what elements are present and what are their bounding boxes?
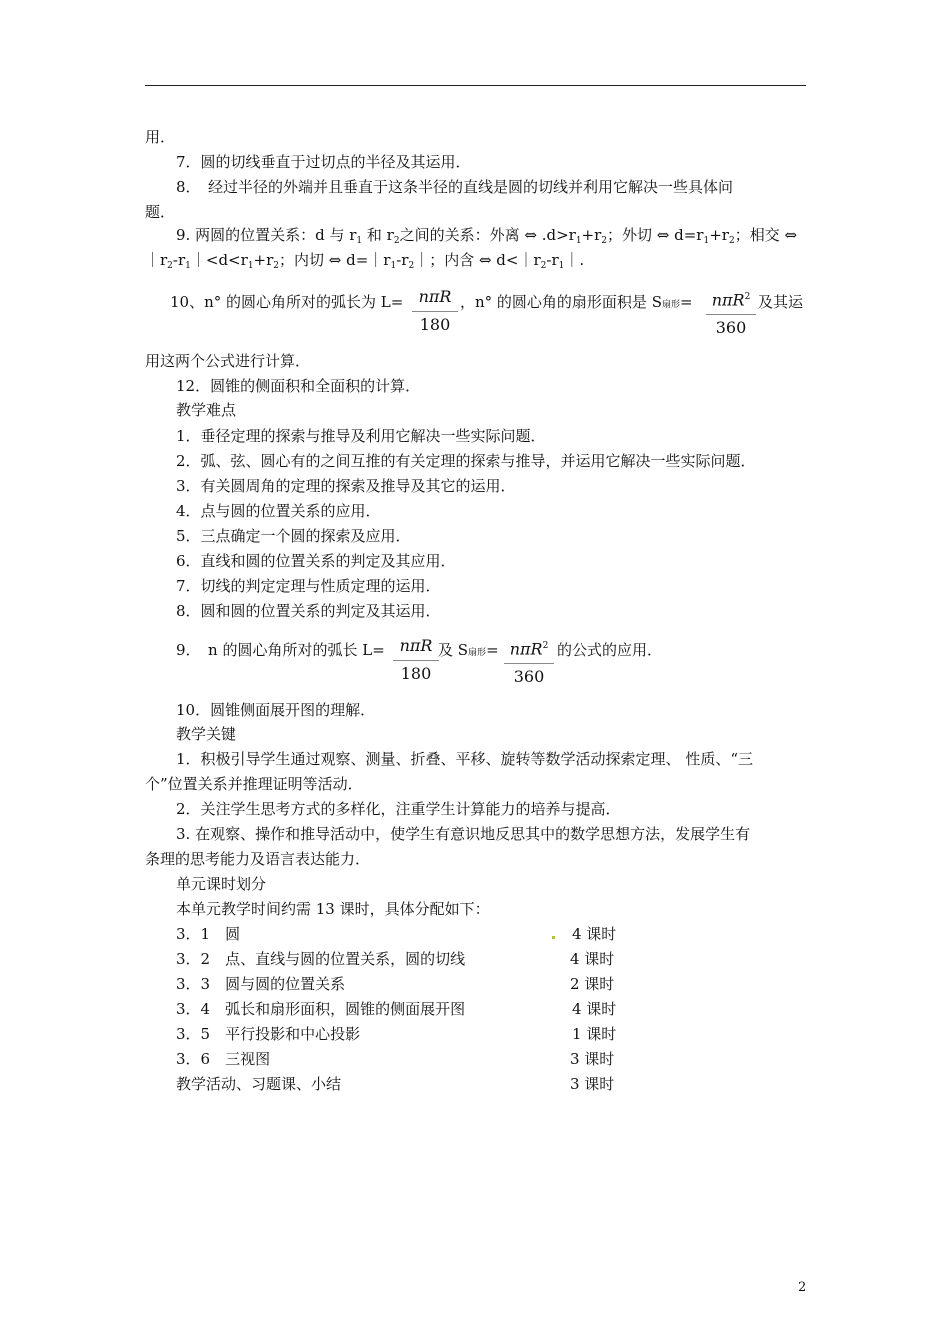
section-heading: 单元课时划分	[176, 875, 267, 893]
section-heading: 教学难点	[176, 401, 237, 419]
text-line: 4．点与圆的位置关系的应用．	[176, 502, 381, 520]
fraction-denominator: 360	[715, 318, 747, 338]
text-line: 2．关注学生思考方式的多样化，注重学生计算能力的培养与提高．	[176, 800, 621, 818]
text-line: 5．三点确定一个圆的探索及应用．	[176, 527, 411, 545]
text-line: 6．直线和圆的位置关系的判定及其应用．	[176, 552, 456, 570]
text-line: 本单元教学时间约需 13 课时，具体分配如下：	[176, 900, 490, 918]
schedule-hours: 3 课时	[570, 1075, 615, 1093]
schedule-hours: 4 课时	[572, 1000, 617, 1018]
fraction-denominator: 360	[513, 667, 545, 687]
schedule-hours: 4 课时	[570, 950, 615, 968]
relation-line: $|r_2-r_1|<d<r_1+r_2$；内切 ⇔ $d=|r_1-r_2|$；内含 ⇔ $d<|r_2-r_1|$.	[145, 251, 585, 271]
text-line: 3．有关圆周角的定理的探索及推导及其它的运用．	[176, 477, 516, 495]
schedule-section: 教学活动、习题课、小结	[176, 1075, 342, 1093]
text-line: 7．切线的判定定理与性质定理的运用．	[176, 577, 441, 595]
relation-line: 9. 两圆的位置关系：d 与 $r_1$ 和 $r_2$之间的关系：外离 ⇔ $.d>r_1+r_2$；外切 ⇔ $d=r_1+r_2$；相交 ⇔	[176, 226, 798, 246]
text-line: 1．积极引导学生通过观察、测量、折叠、平移、旋转等数学活动探索定理、 性质、“三	[176, 750, 753, 768]
text-line: 8． 经过半径的外端并且垂直于这条半径的直线是圆的切线并利用它解决一些具体问	[176, 178, 734, 196]
schedule-section: 3．1 圆	[176, 925, 241, 943]
schedule-hours: 2 课时	[570, 975, 615, 993]
text-line: 个”位置关系并推理证明等活动．	[145, 775, 363, 793]
text-line: 2．弧、弦、圆心有的之间互推的有关定理的探索与推导，并运用它解决一些实际问题．	[176, 452, 756, 470]
text-line: 题．	[145, 203, 176, 221]
arc-length-fraction	[393, 636, 439, 684]
fraction-numerator: nπR$^2$	[504, 636, 554, 664]
section-heading: 教学关键	[176, 725, 237, 743]
text-line: 8．圆和圆的位置关系的判定及其运用．	[176, 602, 441, 620]
sector-area-fraction	[504, 636, 554, 687]
fraction-numerator: nπR$^2$	[706, 287, 756, 315]
formula-line-9-end: 的公式的应用．	[557, 641, 663, 659]
text-line: 12．圆锥的侧面积和全面积的计算．	[176, 377, 421, 395]
formula-line-10-end: 及其运	[758, 293, 804, 311]
sector-area-fraction	[706, 287, 756, 338]
fraction-denominator: 180	[400, 664, 432, 683]
fraction-numerator: nπR	[412, 287, 458, 312]
schedule-section: 3．2 点、直线与圆的位置关系，圆的切线	[176, 950, 466, 968]
text-line: 7．圆的切线垂直于过切点的半径及其运用．	[176, 153, 471, 171]
text-line: 3. 在观察、操作和推导活动中，使学生有意识地反思其中的数学思想方法，发展学生有	[176, 825, 751, 843]
schedule-hours: 1 课时	[572, 1025, 617, 1043]
text-line: 用这两个公式进行计算．	[145, 352, 311, 370]
formula-line-10-start: 10、n° 的圆心角所对的弧长为 L=	[170, 293, 404, 311]
schedule-section: 3．4 弧长和扇形面积，圆锥的侧面展开图	[176, 1000, 466, 1018]
text-line: 1．垂径定理的探索与推导及利用它解决一些实际问题．	[176, 427, 546, 445]
header-rule	[145, 85, 806, 86]
schedule-section: 3．3 圆与圆的位置关系	[176, 975, 346, 993]
fraction-denominator: 180	[419, 315, 451, 334]
fraction-numerator: nπR	[393, 636, 439, 661]
formula-line-10-mid: ，n° 的圆心角的扇形面积是 S扇形=	[460, 293, 693, 311]
text-line: 10．圆锥侧面展开图的理解．	[176, 701, 376, 719]
schedule-hours: 4 课时	[572, 925, 617, 943]
schedule-hours: 3 课时	[570, 1050, 615, 1068]
text-line: 条理的思考能力及语言表达能力．	[145, 850, 371, 868]
stray-dot	[552, 936, 555, 939]
schedule-section: 3．5 平行投影和中心投影	[176, 1025, 361, 1043]
formula-line-9-start: 9． n 的圆心角所对的弧长 L=	[176, 641, 385, 659]
arc-length-fraction	[412, 287, 458, 335]
page-number: 2	[798, 1280, 807, 1295]
formula-line-9-mid: 及 S扇形=	[438, 641, 499, 659]
text-line: 用．	[145, 128, 176, 146]
schedule-section: 3．6 三视图	[176, 1050, 271, 1068]
